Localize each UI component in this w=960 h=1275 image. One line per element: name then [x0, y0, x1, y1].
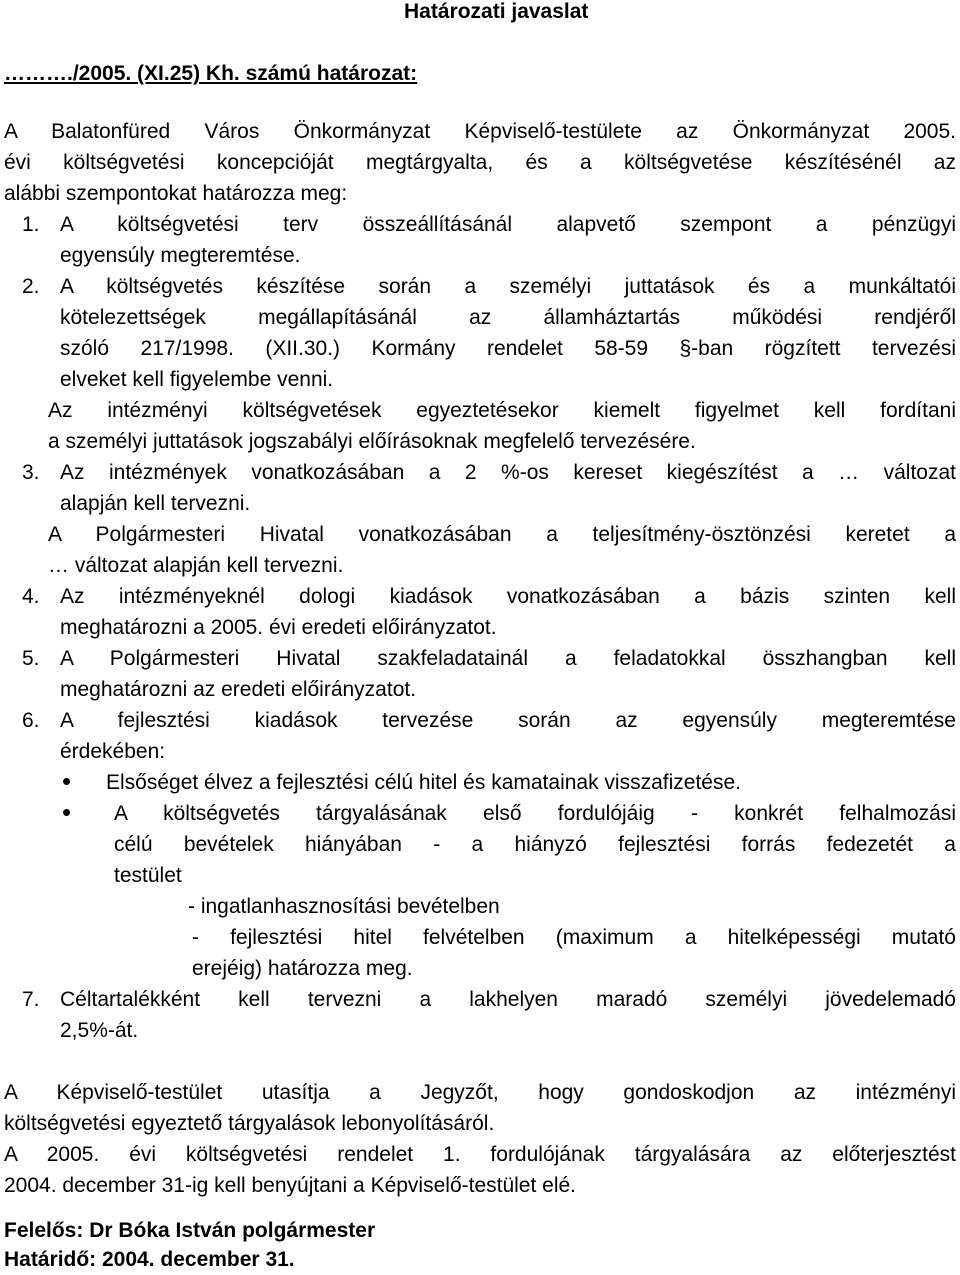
sub-item-text: erejéig) határozza meg. [192, 957, 413, 980]
item-number: 7. [22, 988, 40, 1011]
bullet-icon: • [62, 766, 72, 796]
closing-line-1: A Képviselő-testület utasítja a Jegyzőt, hogy gondoskodjon az intézményi [4, 1081, 956, 1104]
sub-item-text: - ingatlanhasznosítási bevételben [188, 895, 500, 918]
intro-line-3: alábbi szempontokat határozza meg: [4, 182, 348, 205]
item-text: egyensúly megteremtése. [60, 244, 301, 267]
bullet-text: A költségvetés tárgyalásának első fordulójáig - konkrét felhalmozási [114, 802, 956, 825]
item-text: szóló 217/1998. (XII.30.) Kormány rendelet 58-59 §-ban rögzített tervezési [60, 337, 956, 360]
item-text: a személyi juttatások jogszabályi előírásoknak megfelelő tervezésére. [48, 430, 696, 453]
resolution-number: ………./2005. (XI.25) Kh. számú határozat: [4, 62, 418, 85]
item-text: meghatározni az eredeti előirányzatot. [60, 678, 417, 701]
item-number: 3. [22, 461, 40, 484]
bullet-icon: • [62, 797, 72, 827]
item-text: meghatározni a 2005. évi eredeti előirányzatot. [60, 616, 497, 639]
responsible-person: Felelős: Dr Bóka István polgármester [4, 1219, 376, 1242]
item-number: 4. [22, 585, 40, 608]
item-text: A fejlesztési kiadások tervezése során az egyensúly megteremtése [60, 709, 956, 732]
item-text: 2,5%-át. [60, 1019, 139, 1042]
item-number: 2. [22, 275, 40, 298]
bullet-text: célú bevételek hiányában - a hiányzó fejlesztési forrás fedezetét a [114, 833, 956, 856]
closing-line-2: költségvetési egyeztető tárgyalások lebonyolításáról. [4, 1112, 495, 1135]
deadline: Határidő: 2004. december 31. [4, 1248, 295, 1271]
intro-line-1: A Balatonfüred Város Önkormányzat Képviselő-testülete az Önkormányzat 2005. [4, 120, 956, 143]
item-number: 6. [22, 709, 40, 732]
item-text: Az intézményeknél dologi kiadások vonatkozásában a bázis szinten kell [60, 585, 956, 608]
item-text: Az intézményi költségvetések egyeztetésekor kiemelt figyelmet kell fordítani [48, 399, 956, 422]
item-text: kötelezettségek megállapításánál az államháztartás működési rendjéről [60, 306, 956, 329]
item-text: A költségvetési terv összeállításánál alapvető szempont a pénzügyi [60, 213, 956, 236]
item-text: elveket kell figyelembe venni. [60, 368, 334, 391]
item-number: 1. [22, 213, 40, 236]
item-number: 5. [22, 647, 40, 670]
sub-item-text: - fejlesztési hitel felvételben (maximum a hitelképességi mutató [192, 926, 956, 949]
item-text: érdekében: [60, 740, 166, 763]
item-text: … változat alapján kell tervezni. [48, 554, 344, 577]
closing-line-3: A 2005. évi költségvetési rendelet 1. fordulójának tárgyalására az előterjesztést [4, 1143, 956, 1166]
item-text: Céltartalékként kell tervezni a lakhelyen maradó személyi jövedelemadó [60, 988, 956, 1011]
item-text: alapján kell tervezni. [60, 492, 251, 515]
item-text: A Polgármesteri Hivatal szakfeladatainál a feladatokkal összhangban kell [60, 647, 956, 670]
item-text: A költségvetés készítése során a személyi juttatások és a munkáltatói [60, 275, 956, 298]
bullet-text: testület [114, 864, 182, 887]
item-text: Az intézmények vonatkozásában a 2 %-os kereset kiegészítést a … változat [60, 461, 956, 484]
bullet-text: Elsőséget élvez a fejlesztési célú hitel és kamatainak visszafizetése. [106, 771, 741, 794]
closing-line-4: 2004. december 31-ig kell benyújtani a Képviselő-testület elé. [4, 1174, 577, 1197]
document-title: Határozati javaslat [404, 0, 589, 23]
item-text: A Polgármesteri Hivatal vonatkozásában a teljesítmény-ösztönzési keretet a [48, 523, 956, 546]
intro-line-2: évi költségvetési koncepcióját megtárgyalta, és a költségvetése készítésénél az [4, 151, 956, 174]
